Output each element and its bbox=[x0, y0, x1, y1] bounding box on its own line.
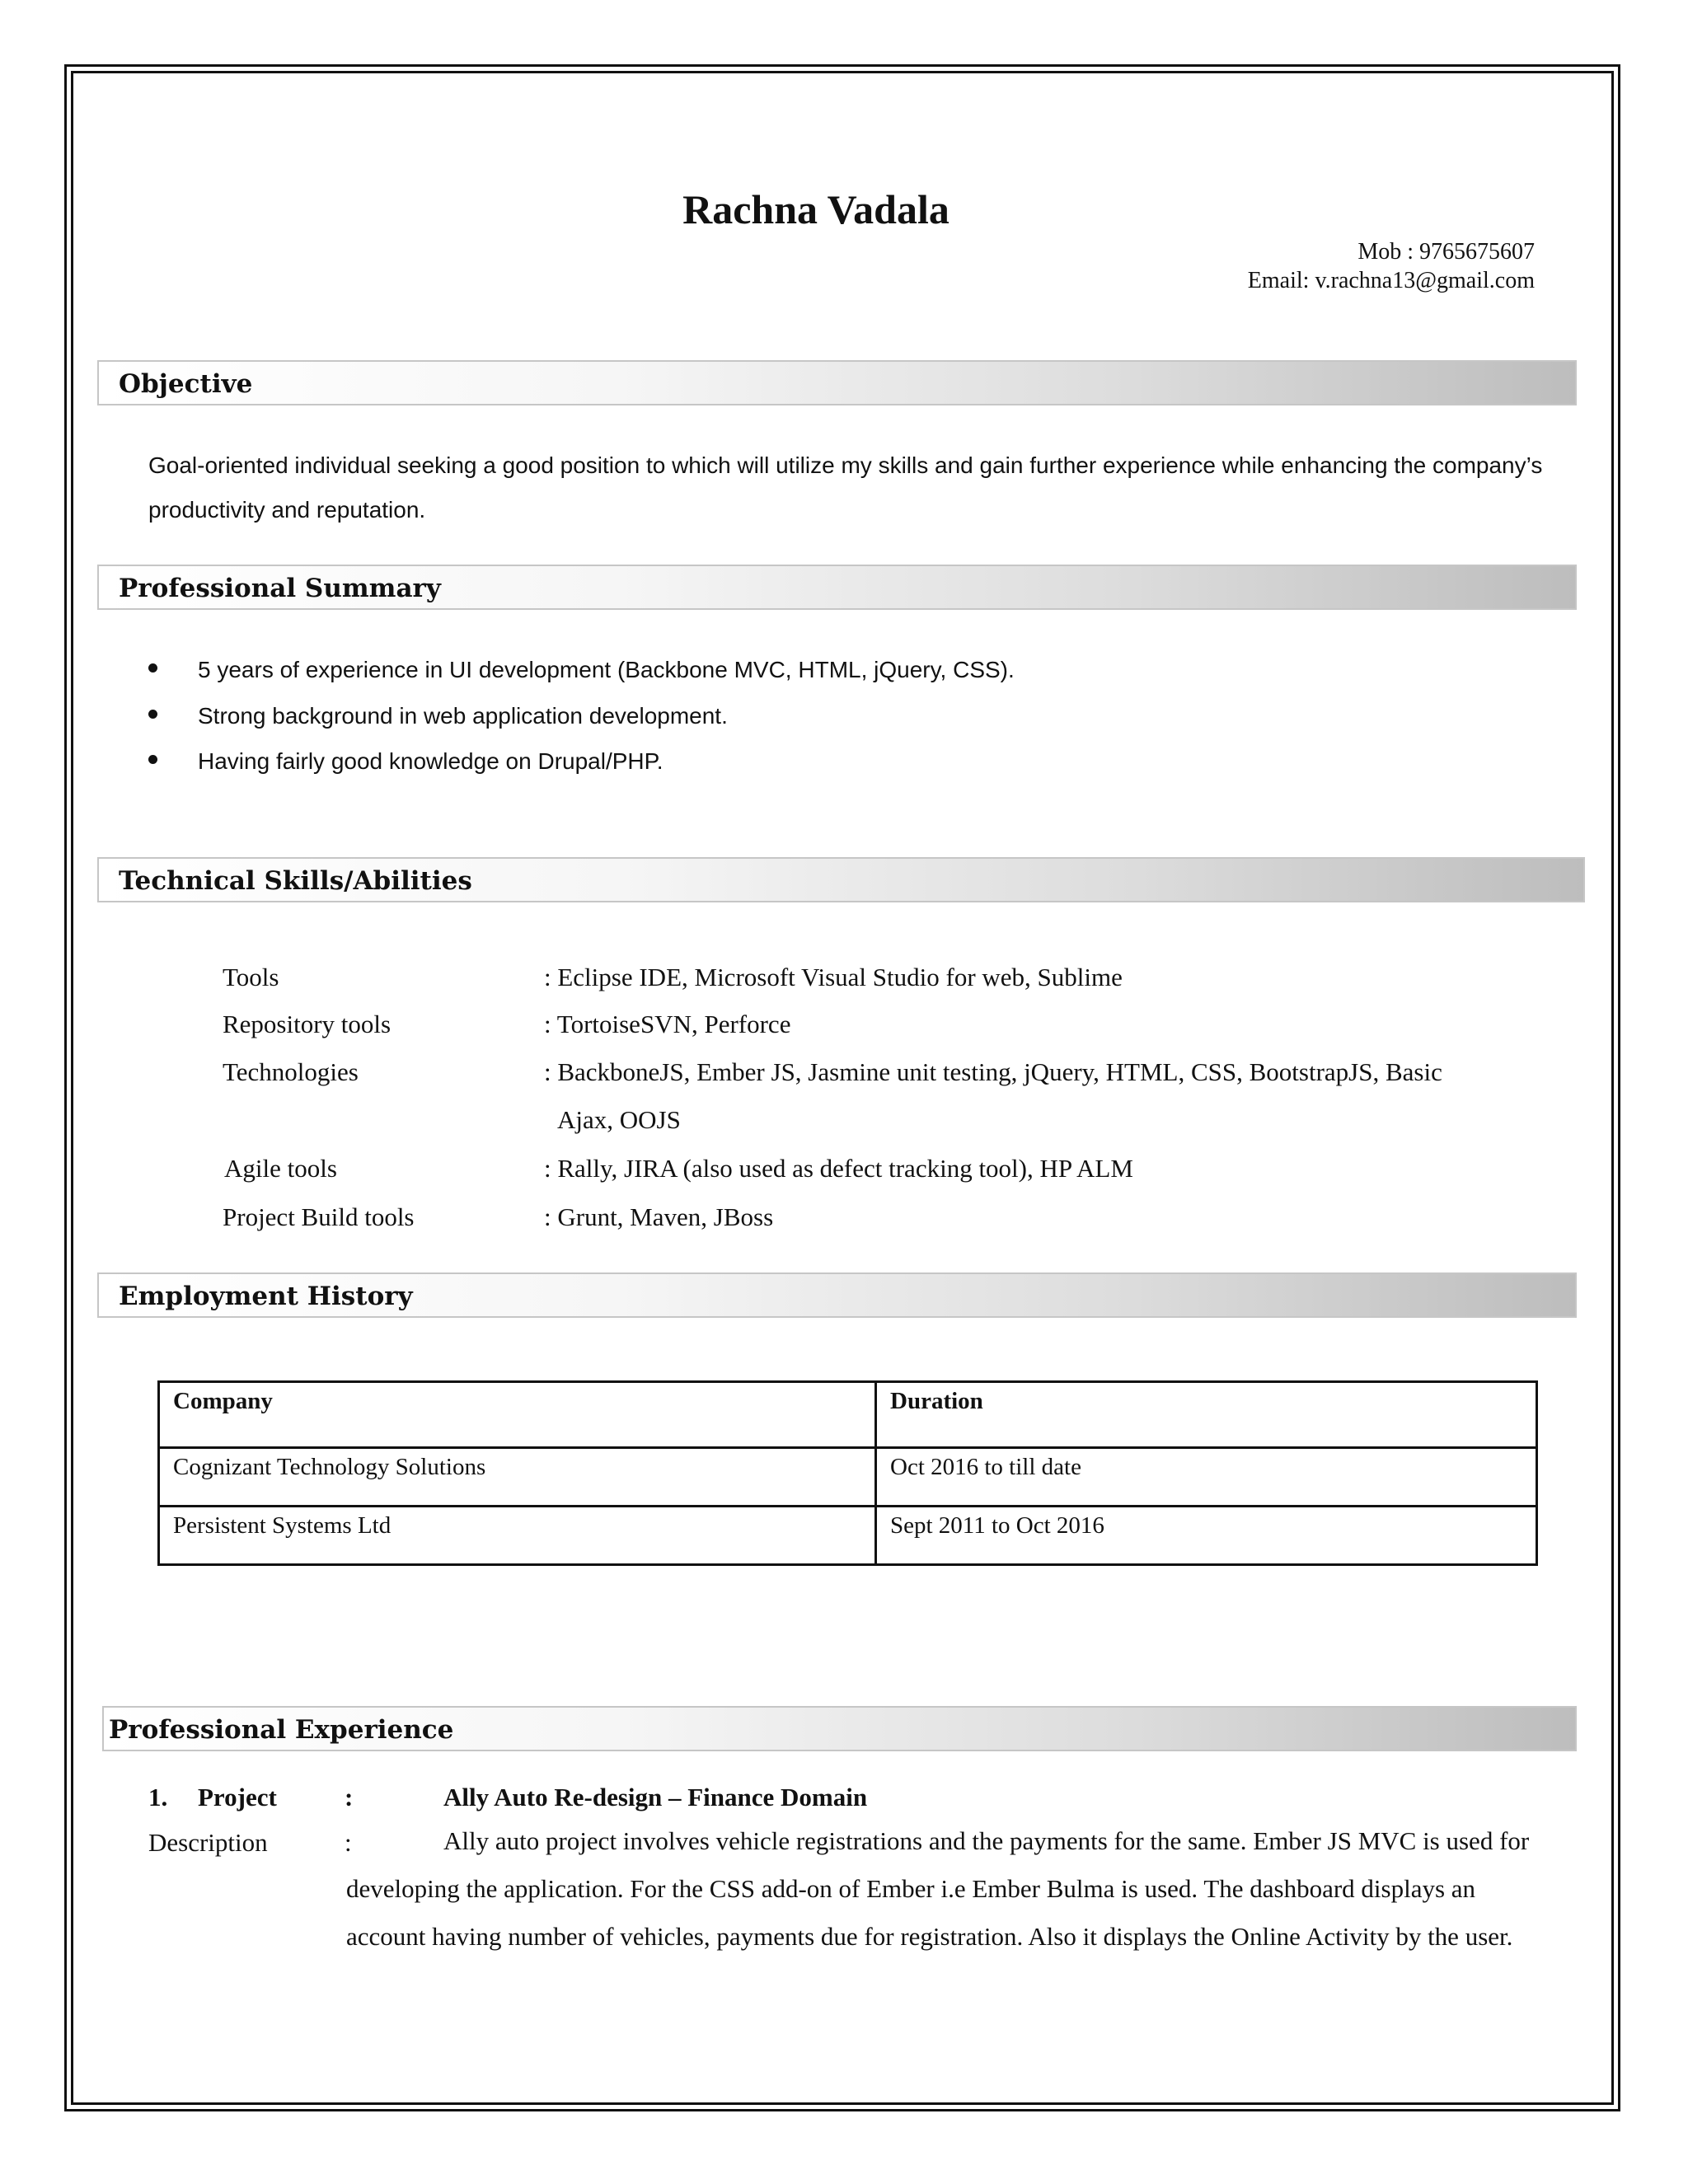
column-header-company: Company bbox=[159, 1382, 876, 1448]
column-header-duration: Duration bbox=[876, 1382, 1537, 1448]
objective-text: Goal-oriented individual seeking a good position to which will utilize my skills and gain further experience while enhancing the company’s productivity and reputation. bbox=[148, 452, 1543, 523]
project-name: Ally Auto Re-design – Finance Domain bbox=[443, 1783, 868, 1811]
section-title: Professional Summary bbox=[119, 574, 441, 603]
bullet-icon bbox=[148, 663, 157, 673]
section-professional-summary bbox=[97, 565, 1577, 610]
skill-label: Tools bbox=[223, 963, 279, 991]
skill-value: : BackboneJS, Ember JS, Jasmine unit testing, jQuery, HTML, CSS, BootstrapJS, Basic bbox=[544, 1057, 1442, 1086]
description-label: Description bbox=[148, 1828, 268, 1857]
section-title: Technical Skills/Abilities bbox=[119, 866, 472, 896]
email-address: Email: v.rachna13@gmail.com bbox=[1247, 268, 1535, 293]
section-title: Professional Experience bbox=[109, 1715, 454, 1745]
section-technical-skills bbox=[97, 857, 1585, 902]
duration-cell: Oct 2016 to till date bbox=[876, 1448, 1537, 1507]
skill-value: : Rally, JIRA (also used as defect tracking tool), HP ALM bbox=[544, 1154, 1133, 1183]
company-cell: Persistent Systems Ltd bbox=[159, 1507, 876, 1565]
candidate-name: Rachna Vadala bbox=[682, 186, 950, 232]
skill-label: Technologies bbox=[223, 1057, 359, 1086]
section-employment-history bbox=[97, 1272, 1577, 1318]
description-colon: : bbox=[345, 1828, 352, 1857]
table-header-row bbox=[159, 1382, 1537, 1448]
table-row bbox=[159, 1448, 1537, 1507]
skill-label: Repository tools bbox=[223, 1010, 392, 1038]
skill-value: : Grunt, Maven, JBoss bbox=[544, 1202, 774, 1231]
bullet-icon bbox=[148, 755, 157, 764]
section-title: Employment History bbox=[119, 1282, 413, 1311]
summary-item-text: Having fairly good knowledge on Drupal/PHP. bbox=[198, 748, 663, 774]
skill-label: Project Build tools bbox=[223, 1202, 415, 1231]
bullet-icon bbox=[148, 710, 157, 719]
company-cell: Cognizant Technology Solutions bbox=[159, 1448, 876, 1507]
duration-cell: Sept 2011 to Oct 2016 bbox=[876, 1507, 1537, 1565]
skill-value-continuation: Ajax, OOJS bbox=[557, 1105, 681, 1134]
section-title: Objective bbox=[119, 369, 253, 399]
skill-value: : TortoiseSVN, Perforce bbox=[544, 1010, 791, 1038]
table-row bbox=[159, 1507, 1537, 1565]
project-number: 1. bbox=[148, 1783, 168, 1811]
summary-item-text: Strong background in web application development. bbox=[198, 703, 728, 729]
project-label: Project bbox=[198, 1783, 277, 1811]
section-professional-experience bbox=[102, 1706, 1577, 1751]
section-objective bbox=[97, 360, 1577, 405]
mobile-number: Mob : 9765675607 bbox=[1357, 239, 1535, 265]
skill-label: Agile tools bbox=[224, 1154, 337, 1183]
project-description: Ally auto project involves vehicle registrations and the payments for the same. Ember JS MVC is used for developing the application. For the CSS add-on of Ember i.e Ember Bulma is used. The dashboard displays an account having number of vehicles, payments due for registration. Also it displays the Online Activity by the user. bbox=[346, 1826, 1530, 1951]
project-colon: : bbox=[345, 1783, 354, 1811]
employment-table bbox=[157, 1380, 1538, 1566]
skill-value: : Eclipse IDE, Microsoft Visual Studio for web, Sublime bbox=[544, 963, 1123, 991]
summary-item-text: 5 years of experience in UI development (Backbone MVC, HTML, jQuery, CSS). bbox=[198, 657, 1015, 682]
